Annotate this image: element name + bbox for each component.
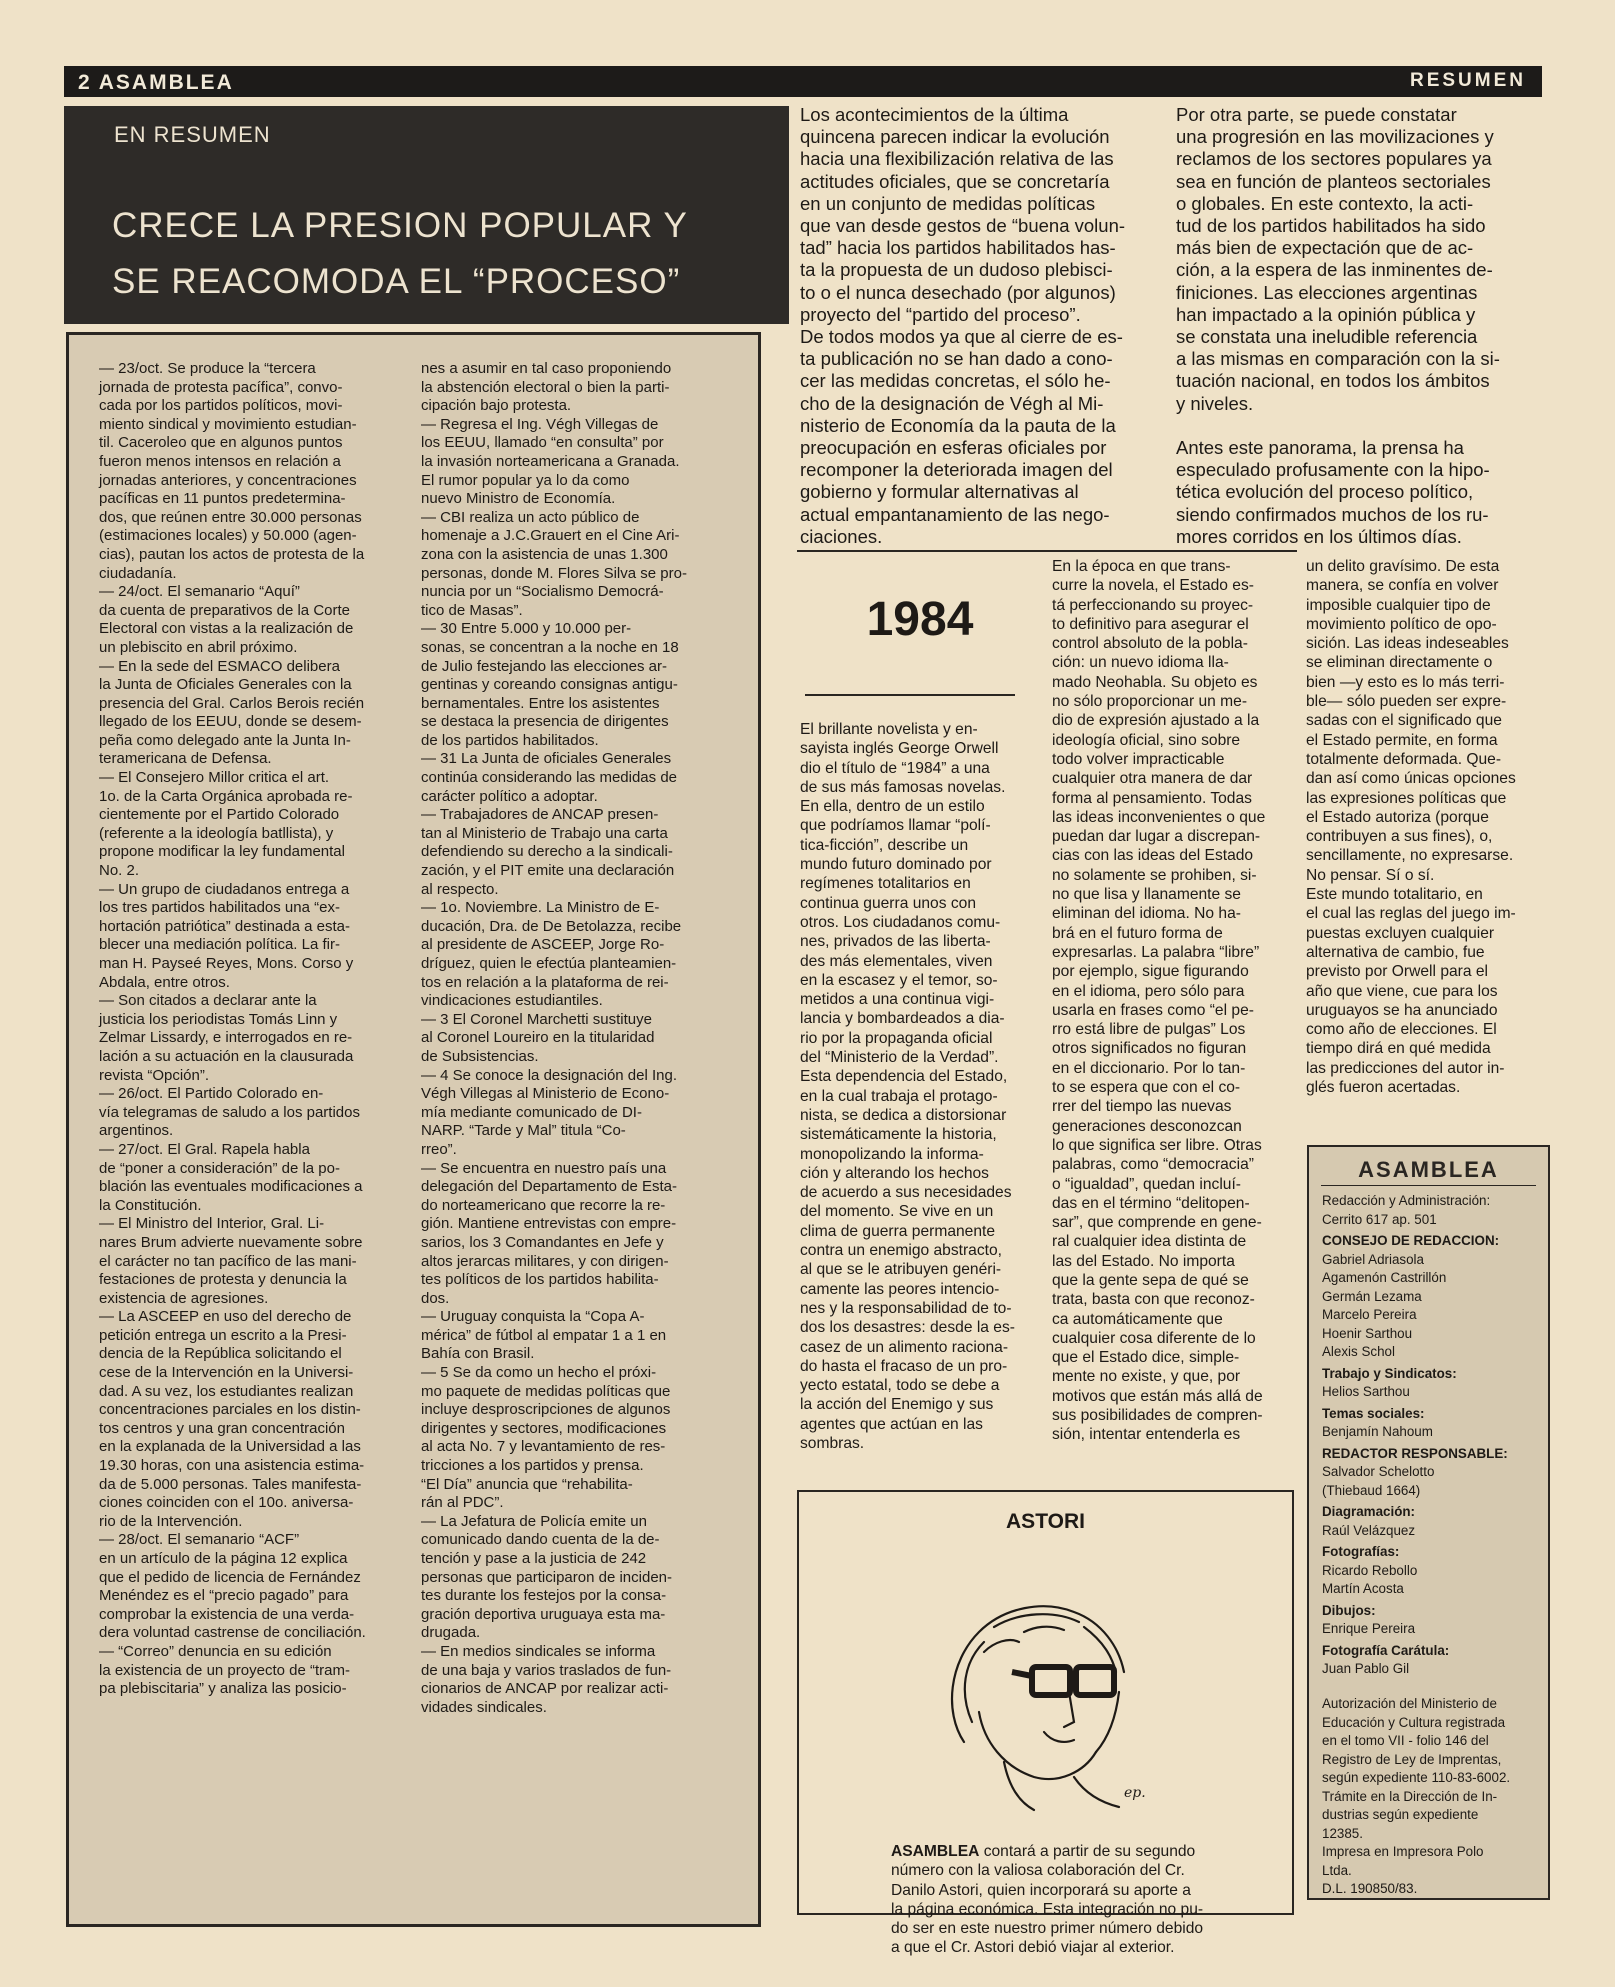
staff-line: Germán Lezama bbox=[1322, 1288, 1422, 1304]
staff-line: Salvador Schelotto bbox=[1322, 1464, 1435, 1479]
staff-line: Agamenón Castrillón bbox=[1322, 1270, 1447, 1285]
title-underline bbox=[805, 694, 1015, 696]
article-title: 1984 bbox=[866, 593, 974, 646]
staff-credits bbox=[1322, 1192, 1544, 1679]
staff-line: (Thiebaud 1664) bbox=[1322, 1482, 1421, 1498]
staff-line: Cerrito 617 ap. 501 bbox=[1322, 1211, 1437, 1227]
staff-line: Alexis Schol bbox=[1322, 1344, 1395, 1359]
staff-role-label: Dibujos: bbox=[1322, 1602, 1376, 1618]
page-header-bar bbox=[64, 66, 1542, 97]
staff-role-label: REDACTOR RESPONSABLE: bbox=[1322, 1445, 1508, 1461]
staff-line: Martín Acosta bbox=[1322, 1581, 1404, 1596]
staff-line: Juan Pablo Gil bbox=[1322, 1661, 1410, 1676]
caption-lead: ASAMBLEA bbox=[891, 1843, 980, 1860]
page-number-label: 2 ASAMBLEA bbox=[78, 71, 234, 94]
intro-column-2: Por otra parte, se puede constatar una progresión en las movilizaciones y reclamos de los sectores populares ya sea en función de planteos sectoriales o globales. En este contexto, la acti- tud de los partidos habilitados ha sido más bien de expectación que de ac- ción, a la espera de las inminentes de- finiciones. Las elecciones argentinas han impactado a la opinión pública y se constata una ineludible referencia a las mismas en comparación con la si- tuación nacional, en todos los ámbitos y niveles. Antes este panorama, la prensa ha especulado profusamente con la hipo- tética evolución del proceso político, siendo confirmados muchos de los ru- mores corridos en los últimos días. bbox=[1176, 104, 1500, 547]
staff-role-label: Diagramación: bbox=[1322, 1504, 1416, 1519]
staff-role-label: Fotografía Carátula: bbox=[1322, 1642, 1450, 1658]
astori-portrait-drawing bbox=[924, 1572, 1164, 1812]
staff-line: Gabriel Adriasola bbox=[1322, 1251, 1424, 1267]
intro-divider bbox=[797, 550, 1297, 552]
astori-title: ASTORI bbox=[1006, 1510, 1085, 1533]
staff-line: Hoenir Sarthou bbox=[1322, 1325, 1413, 1341]
caption-text: contará a partir de su segundo número con la valiosa colaboración del Cr. Danilo Astori, quien incorporará su aporte a la página económica. Esta integración no pu- do ser en este nuestro primer número debido a que el Cr. Astori debió viajar al exterior. bbox=[891, 1843, 1204, 1957]
headline-box bbox=[64, 106, 789, 324]
staff-line: Ricardo Rebollo bbox=[1322, 1562, 1418, 1578]
chronology-column-2: nes a asumir en tal caso proponiendo la abstención electoral o bien la parti- cipación bajo protesta. — Regresa el Ing. Végh Villegas de los EEUU, llamado “en consulta” por la invasión norteamericana a Granada. El rumor popular ya lo da como nuevo Ministro de Economía. — CBI realiza un acto público de homenaje a J.C.Grauert en el Cine Ari- zona con la asistencia de unas 1.300 personas, donde M. Flores Silva se pro- nuncia por un “Socialismo Democrá- tico de Masas”. — 30 Entre 5.000 y 10.000 per- sonas, se concentran a la noche en 18 de Julio festejando las elecciones ar- gentinas y coreando consignas antigu- bernamentales. Entre los asistentes se destaca la presencia de dirigentes de los partidos habilitados. — 31 La Junta de oficiales Generales continúa considerando las medidas de carácter político a adoptar. — Trabajadores de ANCAP presen- tan al Ministerio de Trabajo una carta defendiendo su derecho a la sindicali- zación, y el PIT emite una declaración al respecto. — 1o. Noviembre. La Ministro de E- ducación, Dra. de De Betolazza, recibe al presidente de ASCEEP, Jorge Ro- dríguez, quien le efectúa planteamien- tos en relación a la plataforma de rei- vindicaciones estudiantiles. — 3 El Coronel Marchetti sustituye al Coronel Loureiro en la titularidad de Subsistencias. — 4 Se conoce la designación del Ing. Végh Villegas al Ministerio de Econo- mía mediante comunicado de DI- NARP. “Tarde y Mal” titula “Co- rreo”. — Se encuentra en nuestro país una delegación del Departamento de Esta- do norteamericano que recorre la re- gión. Mantiene entrevistas con empre- sarios, los 3 Comandantes en Jefe y altos jerarcas militares, y con dirigen- tes políticos de los partidos habilita- dos. — Uruguay conquista la “Copa A- mérica” de fútbol al empatar 1 a 1 en Bahía con Brasil. — 5 Se da como un hecho el próxi- mo paquete de medidas políticas que incluye desproscripciones de algunos dirigentes y sectores, modificaciones al acta No. 7 y levantamiento de res- tricciones a los partidos y prensa. “El Día” anuncia que “rehabilita- rán al PDC”. — La Jefatura de Policía emite un comunicado dando cuenta de la de- tención y pase a la justicia de 242 personas que participaron de inciden- tes durante los festejos por la consa- gración deportiva uruguaya esta ma- drugada. — En medios sindicales se informa de una baja y varios traslados de fun- cionarios de ANCAP por realizar acti- vidades sindicales. bbox=[421, 360, 687, 1716]
astori-box bbox=[797, 1490, 1294, 1957]
intro-column-1: Los acontecimientos de la última quincena parecen indicar la evolución hacia una flexibilización relativa de las actitudes oficiales, que se concretaría en un conjunto de medidas políticas que van desde gestos de “buena volun- tad” hacia los partidos habilitados has- ta la propuesta de un dudoso plebisci- to o el nunca desechado (por algunos) proyecto del “partido del proceso”. De todos modos ya que al cierre de es- ta publicación no se han dado a cono- cer las medidas concretas, el sólo he- cho de la designación de Végh al Mi- nisterio de Economía da la pauta de la preocupación en esferas oficiales por recomponer la deteriorada imagen del gobierno y formular alternativas al actual empantanamiento de las nego- ciaciones. bbox=[800, 104, 1126, 547]
masthead-logo: ASAMBLEA bbox=[1358, 1157, 1499, 1182]
section-kicker: EN RESUMEN bbox=[114, 122, 271, 147]
illustrator-signature: ep. bbox=[1124, 1785, 1146, 1801]
main-headline: CRECE LA PRESION POPULAR Y SE REACOMODA EL “PROCESO” bbox=[112, 206, 688, 301]
article-column-3: un delito gravísimo. De esta manera, se confía en volver imposible cualquier tipo de movimiento político de opo- sición. Las ideas indeseables se eliminan directamente o bien —y esto es lo más terri- ble— sólo pueden ser expre- sadas con el significado que el Estado permite, en forma totalmente deformada. Que- dan así como únicas opciones las expresiones políticas que el Estado autoriza (porque contribuyen a sus fines), o, sencillamente, no expresarse. No pensar. Sí o sí. Este mundo totalitario, en el cual las reglas del juego im- puestas excluyen cualquier alternativa de cambio, fue previsto por Orwell para el año que viene, cue para los uruguayos se ha anunciado como año de elecciones. El tiempo dirá en qué medida las predicciones del autor in- glés fueron acertadas. bbox=[1306, 558, 1516, 1097]
astori-caption bbox=[891, 1842, 1271, 1958]
chronology-box bbox=[66, 332, 761, 1927]
staff-box bbox=[1307, 1145, 1550, 1900]
legal-notice: Autorización del Ministerio de Educación y Cultura registrada en el tomo VII - folio 146 del Registro de Ley de Imprentas, según expediente 110-83-6002. Trámite en la Dirección de In- dustrias según expediente 12385. Impresa en Impresora Polo Ltda. D.L. 190850/83. bbox=[1322, 1696, 1511, 1896]
staff-line: Redacción y Administración: bbox=[1322, 1193, 1491, 1208]
masthead-rule bbox=[1321, 1185, 1536, 1186]
article-column-1: El brillante novelista y en- sayista inglés George Orwell dio el título de “1984” a una de sus más famosas novelas. En ella, dentro de un estilo que podríamos llamar “polí- tica-ficción”, describe un mundo futuro dominado por regímenes totalitarios en continua guerra unos con otros. Los ciudadanos comu- nes, privados de las liberta- des más elementales, viven en la escasez y el temor, so- metidos a una continua vigi- lancia y bombardeados a dia- rio por la propaganda oficial del “Ministerio de la Verdad”. Esta dependencia del Estado, en la cual trabaja el protago- nista, se dedica a distorsionar sistemáticamente la historia, monopolizando la informa- ción y alterando los hechos de acuerdo a sus necesidades del momento. Se vive en un clima de guerra permanente contra un enemigo abstracto, al que se le atribuyen genéri- camente las peores intencio- nes y la responsabilidad de to- dos los desastres: desde la es- casez de un alimento raciona- do hasta el fracaso de un pro- yecto estatal, todo se debe a la acción del Enemigo y sus agentes que actúan en las sombras. bbox=[800, 721, 1015, 1452]
staff-role-label: Fotografías: bbox=[1322, 1544, 1400, 1559]
staff-role-label: Trabajo y Sindicatos: bbox=[1322, 1365, 1457, 1381]
staff-role-label: CONSEJO DE REDACCION: bbox=[1322, 1233, 1500, 1248]
staff-role-label: Temas sociales: bbox=[1322, 1405, 1425, 1421]
staff-line: Enrique Pereira bbox=[1322, 1621, 1416, 1636]
staff-line: Helios Sarthou bbox=[1322, 1384, 1410, 1399]
staff-line: Raúl Velázquez bbox=[1322, 1522, 1416, 1538]
section-label: RESUMEN bbox=[1409, 70, 1526, 91]
chronology-column-1: — 23/oct. Se produce la “tercera jornada de protesta pacífica”, convo- cada por los partidos políticos, movi- miento sindical y movimiento estudian- til. Caceroleo que en algunos puntos fueron menos intensos en relación a jornadas anteriores, y concentraciones pacíficas en 11 puntos predetermina- dos, que reúnen entre 30.000 personas (estimaciones locales) y 50.000 (agen- cias), pautan los actos de protesta de la ciudadanía. — 24/oct. El semanario “Aquí” da cuenta de preparativos de la Corte Electoral con vistas a la realización de un plebiscito en abril próximo. — En la sede del ESMACO delibera la Junta de Oficiales Generales con la presencia del Gral. Carlos Berois recién llegado de los EEUU, donde se desem- peña como delegado ante la Junta In- teramericana de Defensa. — El Consejero Millor critica el art. 1o. de la Carta Orgánica aprobada re- cientemente por el Partido Colorado (referente a la ideología batllista), y propone modificar la ley fundamental No. 2. — Un grupo de ciudadanos entrega a los tres partidos habilitados una “ex- hortación patriótica” destinada a esta- blecer una mediación política. La fir- man H. Payseé Reyes, Mons. Corso y Abdala, entre otros. — Son citados a declarar ante la justicia los periodistas Tomás Linn y Zelmar Lissardy, e interrogados en re- lación a su actuación en la clausurada revista “Opción”. — 26/oct. El Partido Colorado en- vía telegramas de saludo a los partidos argentinos. — 27/oct. El Gral. Rapela habla de “poner a consideración” de la po- blación las eventuales modificaciones a la Constitución. — El Ministro del Interior, Gral. Li- nares Brum advierte nuevamente sobre el carácter no tan pacífico de las mani- festaciones de protesta y denuncia la existencia de agresiones. — La ASCEEP en uso del derecho de petición entrega un escrito a la Presi- dencia de la República solicitando el cese de la Intervención en la Universi- dad. A su vez, los estudiantes realizan concentraciones parciales en los distin- tos centros y una gran concentración en la explanada de la Universidad a las 19.30 horas, con una asistencia estima- da de 5.000 personas. Tales manifesta- ciones coinciden con el 10o. aniversa- rio de la Intervención. — 28/oct. El semanario “ACF” en un artículo de la página 12 explica que el pedido de licencia de Fernández Menéndez es el “precio pagado” para comprobar la existencia de una verda- dera voluntad castrense de conciliación. — “Correo” denuncia en su edición la existencia de un proyecto de “tram- pa plebiscitaria” y analiza las posicio- bbox=[99, 360, 366, 1698]
staff-line: Benjamín Nahoum bbox=[1322, 1424, 1433, 1439]
staff-line: Marcelo Pereira bbox=[1322, 1307, 1417, 1322]
article-column-2: En la época en que trans- curre la novela, el Estado es- tá perfeccionando su proyec- to definitivo para asegurar el control absoluto de la pobla- ción: un nuevo idioma lla- mado Neohabla. Su objeto es no sólo proporcionar un me- dio de expresión ajustado a la ideología oficial, sino sobre todo volver impracticable cualquier otra manera de dar forma al pensamiento. Todas las ideas inconvenientes o que puedan dar lugar a discrepan- cias con las ideas del Estado no solamente se prohiben, si- no que lisa y llanamente se eliminan del idioma. No ha- brá en el futuro forma de expresarlas. La palabra “libre” por ejemplo, sigue figurando en el idioma, pero sólo para usarla en frases como “el pe- rro está libre de pulgas” Los otros significados no figuran en el diccionario. Por lo tan- to se espera que con el co- rrer del tiempo las nuevas generaciones desconozcan lo que significa ser libre. Otras palabras, como “democracia” o “igualdad”, quedan incluí- das en el término “delitopen- sar”, que comprende en gene- ral cualquier idea distinta de las del Estado. No importa que la gente sepa de qué se trata, basta con que reconoz- ca automáticamente que cualquier cosa diferente de lo que el Estado dice, simple- mente no existe, y que, por motivos que están más allá de sus posibilidades de compren- sión, intentar entenderla es bbox=[1052, 558, 1266, 1444]
